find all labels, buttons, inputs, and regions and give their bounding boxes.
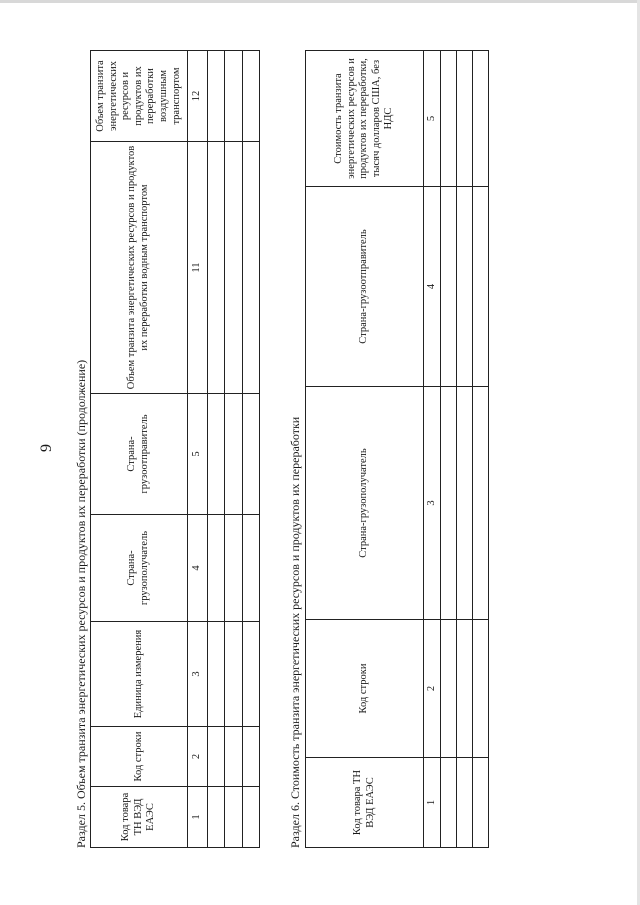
s5-header-unit: Единица измерения bbox=[91, 622, 188, 727]
table-cell[interactable] bbox=[473, 758, 489, 848]
table-cell[interactable] bbox=[225, 51, 242, 142]
s5-colnum-4: 4 bbox=[188, 515, 208, 622]
s6-colnum-2: 2 bbox=[424, 620, 441, 758]
table-cell[interactable] bbox=[457, 387, 473, 620]
s5-header-commodity-code: Код товара ТН ВЭД ЕАЭС bbox=[91, 787, 188, 848]
s6-colnum-4: 4 bbox=[424, 187, 441, 387]
table-cell[interactable] bbox=[207, 727, 224, 787]
table-cell[interactable] bbox=[242, 515, 259, 622]
table-cell[interactable] bbox=[225, 727, 242, 787]
table-cell[interactable] bbox=[225, 142, 242, 394]
table-cell[interactable] bbox=[473, 51, 489, 187]
s5-header-consignor-country: Страна-грузоотправитель bbox=[91, 394, 188, 515]
s5-colnum-3: 3 bbox=[188, 622, 208, 727]
table-row bbox=[207, 51, 224, 848]
table-cell[interactable] bbox=[242, 727, 259, 787]
table-cell[interactable] bbox=[441, 387, 457, 620]
table-row bbox=[457, 51, 473, 848]
table-cell[interactable] bbox=[441, 758, 457, 848]
s6-header-transit-cost: Стоимость транзита энергетических ресурсов и продуктов их переработки, тысяч долларов США, без НДС bbox=[306, 51, 424, 187]
s5-colnum-12: 12 bbox=[188, 51, 208, 142]
table-cell[interactable] bbox=[207, 51, 224, 142]
table-cell[interactable] bbox=[207, 394, 224, 515]
s5-header-water-volume: Объем транзита энергетических ресурсов и продуктов их переработки водным транспортом bbox=[91, 142, 188, 394]
table-cell[interactable] bbox=[225, 622, 242, 727]
table-cell[interactable] bbox=[473, 620, 489, 758]
table-cell[interactable] bbox=[457, 187, 473, 387]
s6-header-consignor-country: Страна-грузоотправитель bbox=[306, 187, 424, 387]
table-cell[interactable] bbox=[242, 142, 259, 394]
table-row bbox=[242, 51, 259, 848]
table-cell[interactable] bbox=[457, 758, 473, 848]
table-cell[interactable] bbox=[441, 187, 457, 387]
s5-colnum-1: 1 bbox=[188, 787, 208, 848]
table-cell[interactable] bbox=[457, 51, 473, 187]
table-cell[interactable] bbox=[457, 620, 473, 758]
table-cell[interactable] bbox=[207, 142, 224, 394]
table-cell[interactable] bbox=[473, 387, 489, 620]
s5-header-line-code: Код строки bbox=[91, 727, 188, 787]
s5-colnum-5: 5 bbox=[188, 394, 208, 515]
table-row bbox=[441, 51, 457, 848]
s5-colnum-2: 2 bbox=[188, 727, 208, 787]
table-row bbox=[473, 51, 489, 848]
table-cell[interactable] bbox=[207, 622, 224, 727]
table-cell[interactable] bbox=[242, 51, 259, 142]
table-cell[interactable] bbox=[242, 787, 259, 848]
section6-number-row bbox=[424, 51, 441, 848]
section5-table bbox=[90, 50, 260, 848]
s6-header-consignee-country: Страна-грузополучатель bbox=[306, 387, 424, 620]
table-cell[interactable] bbox=[225, 515, 242, 622]
section6-header-row bbox=[306, 51, 424, 848]
s6-colnum-5: 5 bbox=[424, 51, 441, 187]
table-cell[interactable] bbox=[225, 787, 242, 848]
section5-number-row bbox=[188, 51, 208, 848]
table-cell[interactable] bbox=[441, 51, 457, 187]
s6-header-line-code: Код строки bbox=[306, 620, 424, 758]
s6-colnum-3: 3 bbox=[424, 387, 441, 620]
section6-title: Раздел 6. Стоимость транзита энергетических ресурсов и продуктов их переработки bbox=[288, 416, 302, 848]
table-cell[interactable] bbox=[207, 515, 224, 622]
section6-table bbox=[305, 50, 489, 848]
page-number: 9 bbox=[38, 444, 55, 452]
s5-colnum-11: 11 bbox=[188, 142, 208, 394]
s6-colnum-1: 1 bbox=[424, 758, 441, 848]
table-cell[interactable] bbox=[242, 394, 259, 515]
s6-header-commodity-code: Код товара ТН ВЭД ЕАЭС bbox=[306, 758, 424, 848]
table-cell[interactable] bbox=[225, 394, 242, 515]
table-row bbox=[225, 51, 242, 848]
table-cell[interactable] bbox=[441, 620, 457, 758]
table-cell[interactable] bbox=[242, 622, 259, 727]
section5-header-row bbox=[91, 51, 188, 848]
s5-header-consignee-country: Страна-грузополучатель bbox=[91, 515, 188, 622]
s5-header-air-volume: Объем транзита энергетических ресурсов и продуктов их переработки воздушным транспортом bbox=[91, 51, 188, 142]
table-cell[interactable] bbox=[473, 187, 489, 387]
table-cell[interactable] bbox=[207, 787, 224, 848]
section5-title: Раздел 5. Объем транзита энергетических ресурсов и продуктов их переработки (продолжение) bbox=[74, 359, 88, 848]
